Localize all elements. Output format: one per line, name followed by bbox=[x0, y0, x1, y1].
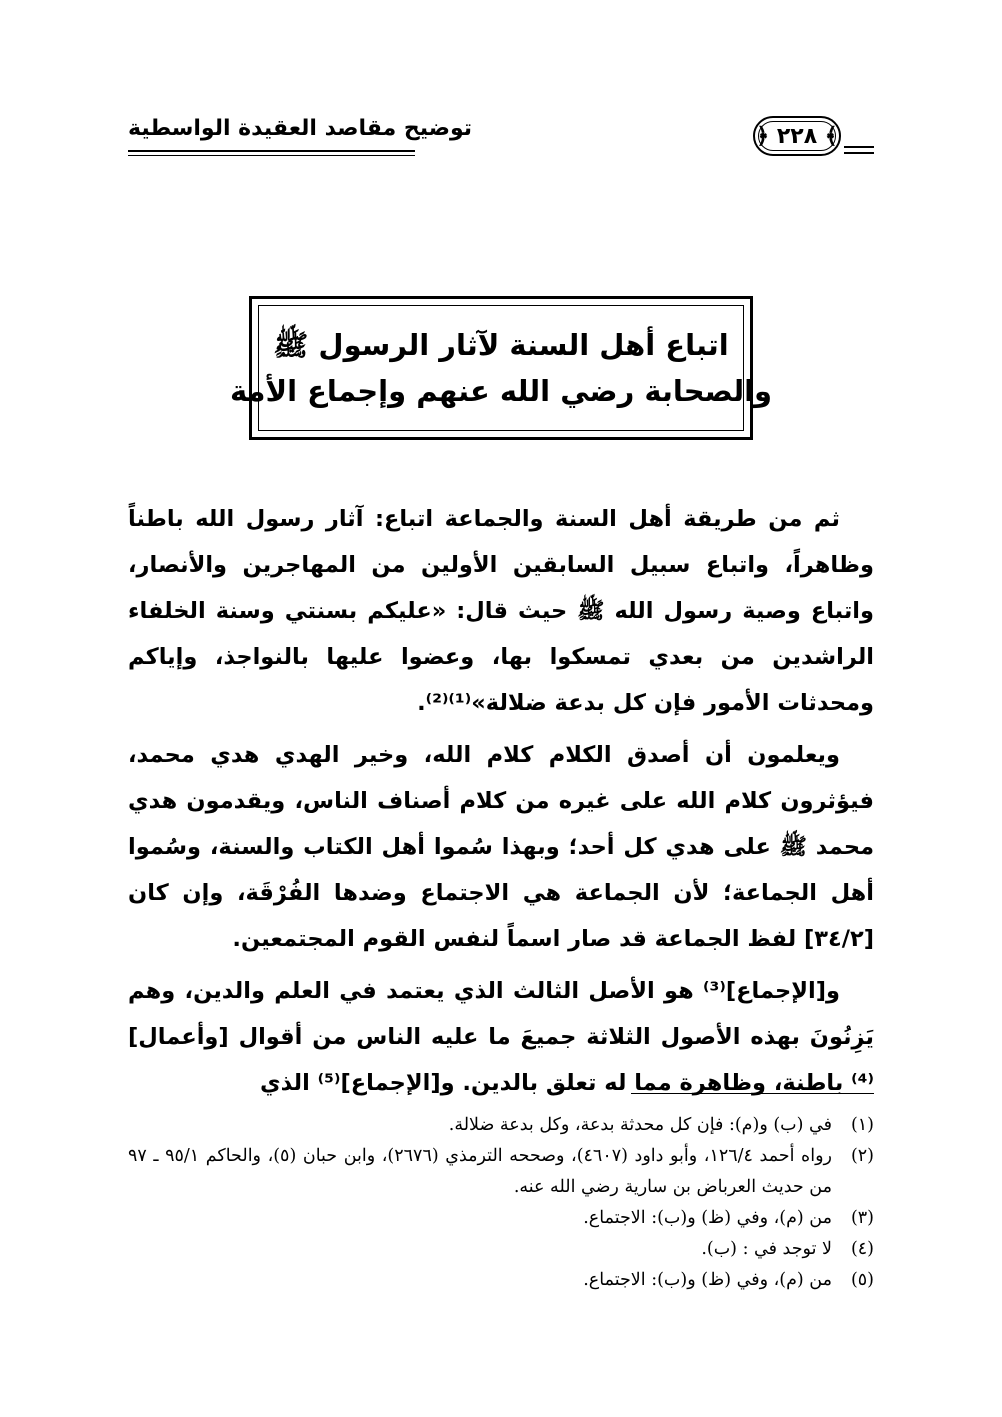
chapter-title-line-1: اتباع أهل السنة لآثار الرسول ﷺ bbox=[273, 328, 729, 362]
footnote-text: لا توجد في : (ب). bbox=[701, 1239, 832, 1259]
header-rule-short-2 bbox=[844, 152, 874, 154]
footnote-text: من (م)، وفي (ظ) و(ب): الاجتماع. bbox=[583, 1270, 832, 1290]
footnote-number: (٢) bbox=[850, 1146, 874, 1166]
header-rule-short bbox=[844, 146, 874, 148]
footnote bbox=[128, 1141, 874, 1203]
footnote-text: رواه أحمد ١٢٦/٤، وأبو داود (٤٦٠٧)، وصححه الترمذي (٢٦٧٦)، وابن حبان (٥)، والحاكم ٩٥/١ ـ ٩٧ من حديث العرباض بن سارية رضي الله عنه. bbox=[128, 1146, 832, 1197]
footnote bbox=[128, 1265, 874, 1296]
paragraph: ويعلمون أن أصدق الكلام كلام الله، وخير الهدي هدي محمد، فيؤثرون كلام الله على غيره من كلام أصناف الناس، ويقدمون هدي محمد ﷺ على هدي كل أحد؛ وبهذا سُموا أهل الكتاب والسنة، وسُموا أهل الجماعة؛ لأن الجماعة هي الاجتماع وضدها الفُرْقَة، وإن كان [٣٤/٢] لفظ الجماعة قد صار اسماً لنفس القوم المجتمعين. bbox=[128, 742, 874, 952]
chapter-title-inner bbox=[229, 305, 773, 431]
footnotes bbox=[128, 1110, 874, 1296]
footnote bbox=[128, 1110, 874, 1141]
page-number bbox=[753, 116, 841, 156]
paragraph: ثم من طريقة أهل السنة والجماعة اتباع: آثار رسول الله باطناً وظاهراً، واتباع سبيل السابقين الأولين من المهاجرين والأنصار، واتباع وصية رسول الله ﷺ حيث قال: «عليكم بسنتي وسنة الخلفاء الراشدين من بعدي تمسكوا بها، وعضوا عليها بالنواجذ، وإياكم ومحدثات الأمور فإن كل بدعة ضلالة»⁽¹⁾⁽²⁾. bbox=[128, 506, 874, 716]
footnote-number: (٣) bbox=[850, 1208, 874, 1228]
footnote bbox=[128, 1234, 874, 1265]
body-text bbox=[128, 496, 874, 1112]
chapter-title-line-2: والصحابة رضي الله عنهم وإجماع الأمة bbox=[229, 374, 773, 408]
footnote-number: (١) bbox=[850, 1115, 874, 1135]
header-rule bbox=[128, 150, 415, 152]
footnote bbox=[128, 1203, 874, 1234]
footnote-text: في (ب) و(م): فإن كل محدثة بدعة، وكل بدعة ضلالة. bbox=[448, 1115, 832, 1135]
chapter-title-box bbox=[229, 296, 773, 440]
page-number-text: ﴿ ٢٢٨ ﴾ bbox=[756, 123, 838, 149]
page-header bbox=[128, 108, 874, 158]
header-rule-thin bbox=[128, 155, 415, 156]
paragraph: و[الإجماع]⁽³⁾ هو الأصل الثالث الذي يعتمد في العلم والدين، وهم يَزِنُونَ بهذه الأصول الثلاثة جميعَ ما عليه الناس من أقوال [وأعمال]⁽⁴⁾ باطنة، وظاهرة مما له تعلق بالدين. و[الإجماع]⁽⁵⁾ الذي bbox=[128, 978, 874, 1096]
footnote-separator bbox=[631, 1093, 874, 1094]
footnote-number: (٥) bbox=[850, 1270, 874, 1290]
footnote-text: من (م)، وفي (ظ) و(ب): الاجتماع. bbox=[583, 1208, 832, 1228]
running-title: توضيح مقاصد العقيدة الواسطية bbox=[128, 116, 473, 141]
footnote-number: (٤) bbox=[850, 1239, 874, 1259]
